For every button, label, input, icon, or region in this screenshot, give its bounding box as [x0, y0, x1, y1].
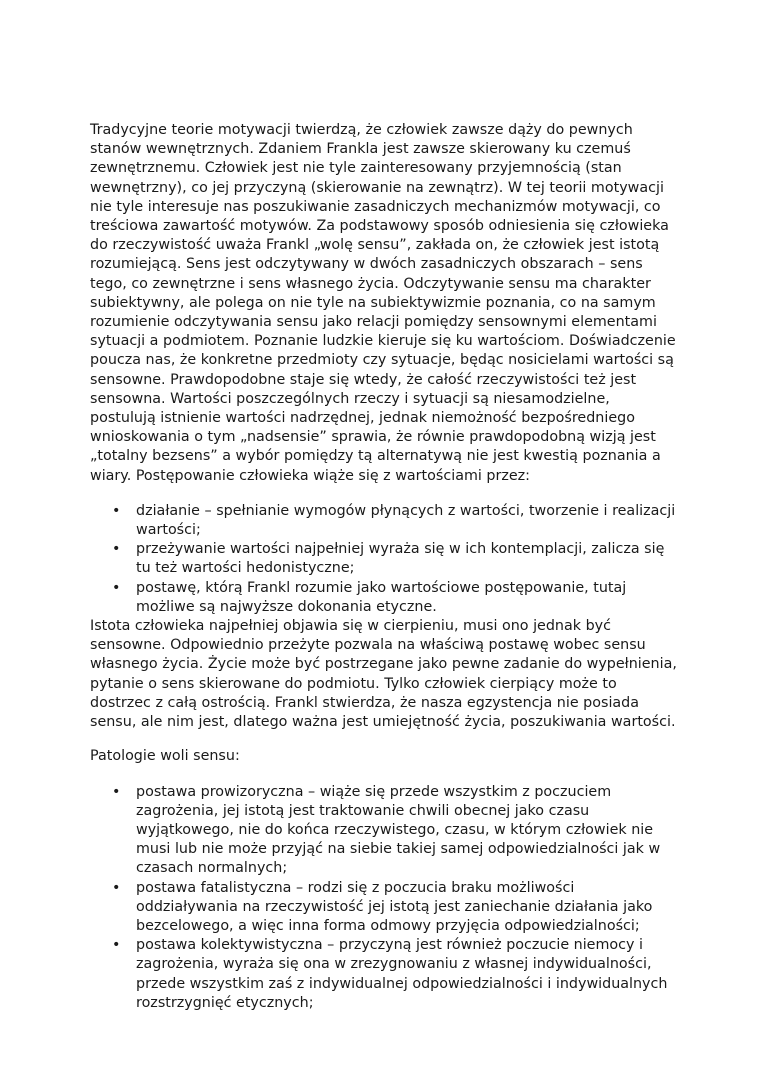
pathologies-list	[90, 783, 680, 1013]
list-item: • postawa fatalistyczna – rodzi się z poczucia braku możliwości oddziaływania na rzeczywistość jej istotą jest zaniechanie działania jako bezcelowego, a więc inna forma odmowy przyjęcia odpowiedzialności;	[90, 879, 680, 937]
list-item: • postawę, którą Frankl rozumie jako wartościowe postępowanie, tutaj możliwe są najwyższe dokonania etyczne.	[90, 579, 680, 617]
list-item: • działanie – spełnianie wymogów płynących z wartości, tworzenie i realizacji wartości;	[90, 502, 680, 540]
spacer	[90, 486, 680, 502]
pathologies-heading: Patologie woli sensu:	[90, 748, 240, 765]
suffering-paragraph: Istota człowieka najpełniej objawia się w cierpieniu, musi ono jednak być sensowne. Odpowiednio przeżyte pozwala na właściwą postawę wobec sensu własnego życia. Życie może być postrzegane jako pewne zadanie do wypełnienia, pytanie o sens skierowane do podmiotu. Tylko człowiek cierpiący może to dostrzec z całą ostrością. Frankl stwierdza, że nasza egzystencja nie posiada sensu, ale nim jest, dlatego ważna jest umiejętność życia, poszukiwania wartości.	[90, 618, 677, 731]
spacer	[90, 732, 680, 747]
values-list	[90, 502, 680, 617]
list-item: • postawa kolektywistyczna – przyczyną jest również poczucie niemocy i zagrożenia, wyraża się ona w zrezygnowaniu z własnej indywidualności, przede wszystkim zaś z indywidualnej odpowiedzialności i indywidualnych rozstrzygnięć etycznych;	[90, 936, 680, 1013]
list-item: • przeżywanie wartości najpełniej wyraża się w ich kontemplacji, zalicza się tu też wartości hedonistyczne;	[90, 540, 680, 578]
intro-paragraph: Tradycyjne teorie motywacji twierdzą, że człowiek zawsze dąży do pewnych stanów wewnętrznych. Zdaniem Frankla jest zawsze skierowany ku czemuś zewnętrznemu. Człowiek jest nie tyle zainteresowany przyjemnością (stan wewnętrzny), co jej przyczyną (skierowanie na zewnątrz). W tej teorii motywacji nie tyle interesuje nas poszukiwanie zasadniczych mechanizmów motywacji, co treściowa zawartość motywów. Za podstawowy sposób odniesienia się człowieka do rzeczywistość uważa Frankl „wolę sensu”, zakłada on, że człowiek jest istotą rozumiejącą. Sens jest odczytywany w dwóch zasadniczych obszarach – sens tego, co zewnętrzne i sens własnego życia. Odczytywanie sensu ma charakter subiektywny, ale polega on nie tyle na subiektywizmie poznania, co na samym rozumienie odczytywania sensu jako relacji pomiędzy sensownymi elementami sytuacji a podmiotem. Poznanie ludzkie kieruje się ku wartościom. Doświadczenie poucza nas, że konkretne przedmioty czy sytuacje, będąc nosicielami wartości są sensowne. Prawdopodobne staje się wtedy, że całość rzeczywistości też jest sensowna. Wartości poszczególnych rzeczy i sytuacji są niesamodzielne, postulują istnienie wartości nadrzędnej, jednak niemożność bezpośredniego wnioskowania o tym „nadsensie” sprawia, że równie prawdopodobną wizją jest „totalny bezsens” a wybór pomiędzy tą alternatywą nie jest kwestią poznania a wiary. Postępowanie człowieka wiąże się z wartościami przez:	[90, 122, 676, 484]
spacer	[90, 767, 680, 783]
document-page	[90, 121, 680, 1013]
list-item: • postawa prowizoryczna – wiąże się przede wszystkim z poczuciem zagrożenia, jej istotą jest traktowanie chwili obecnej jako czasu wyjątkowego, nie do końca rzeczywistego, czasu, w którym człowiek nie musi lub nie może przyjąć na siebie takiej samej odpowiedzialności jak w czasach normalnych;	[90, 783, 680, 879]
